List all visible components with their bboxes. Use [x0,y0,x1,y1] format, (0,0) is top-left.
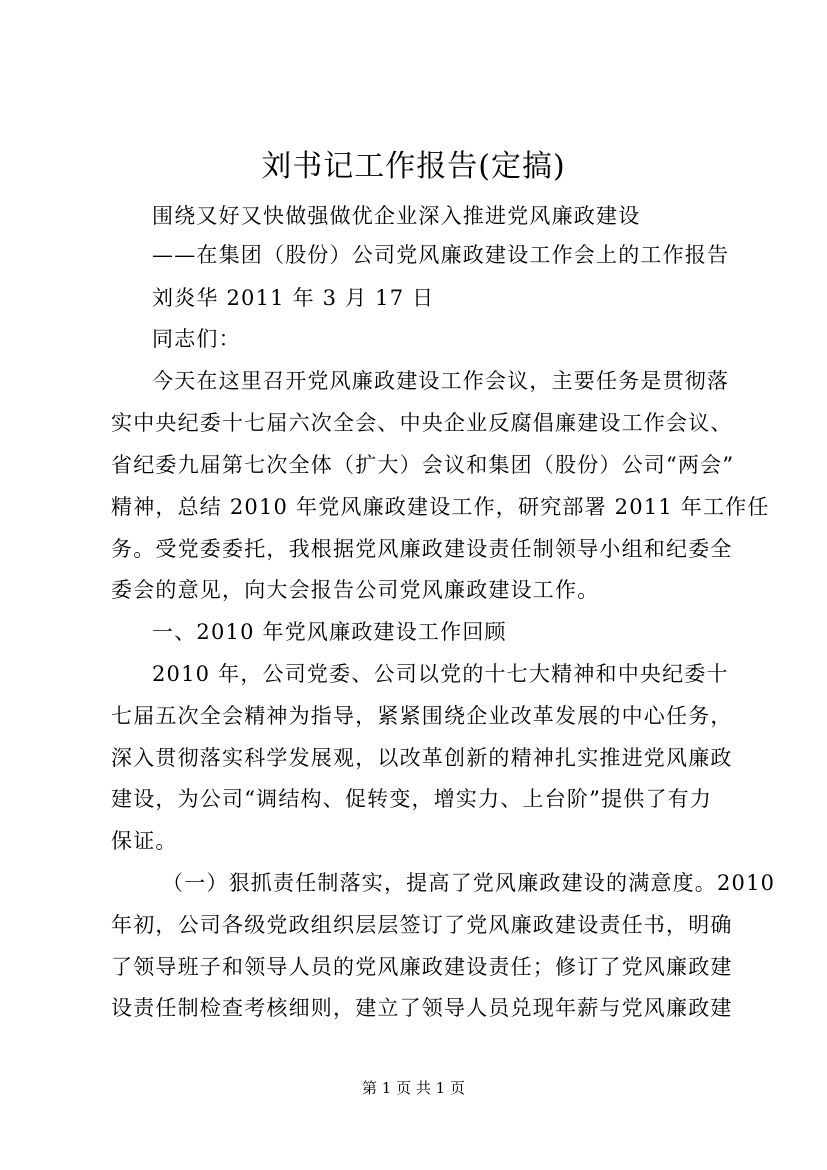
document-title: 刘书记工作报告(定搞) [261,149,566,184]
paragraph-line: （一）狠抓责任制落实，提高了党风廉政建设的满意度。2010 [162,871,776,895]
paragraph-line: 设责任制检查考核细则，建立了领导人员兑现年薪与党风廉政建 [111,996,733,1020]
document-subtitle: 围绕又好又快做强做优企业深入推进党风廉政建设 [152,204,641,228]
section-heading: 一、2010 年党风廉政建设工作回顾 [152,620,507,644]
paragraph-line: 保证。 [111,829,178,853]
paragraph-line: 2010 年，公司党委、公司以党的十七大精神和中央纪委十 [152,662,729,686]
paragraph-line: 年初，公司各级党政组织层层签订了党风廉政建设责任书，明确 [111,913,733,937]
paragraph-line: 今天在这里召开党风廉政建设工作会议，主要任务是贯彻落 [152,369,730,393]
paragraph-line: 务。受党委委托，我根据党风廉政建设责任制领导小组和纪委全 [111,537,733,561]
paragraph-line: 七届五次全会精神为指导，紧紧围绕企业改革发展的中心任务， [111,704,733,728]
document-subheading: ——在集团（股份）公司党风廉政建设工作会上的工作报告 [152,243,730,267]
page-footer: 第 1 页 共 1 页 [362,1079,465,1097]
paragraph-line: 了领导班子和领导人员的党风廉政建设责任；修订了党风廉政建 [111,955,733,979]
paragraph-line: 建设，为公司“调结构、促转变，增实力、上台阶”提供了有力 [111,787,713,811]
paragraph-line: 委会的意见，向大会报告公司党风廉政建设工作。 [111,578,600,602]
document-byline: 刘炎华 2011 年 3 月 17 日 [152,286,435,310]
paragraph-line: 省纪委九届第七次全体（扩大）会议和集团（股份）公司“两会” [111,453,735,477]
paragraph-line: 精神，总结 2010 年党风廉政建设工作，研究部署 2011 年工作任 [111,495,770,519]
salutation: 同志们： [152,327,241,351]
paragraph-line: 深入贯彻落实科学发展观，以改革创新的精神扎实推进党风廉政 [111,746,733,770]
paragraph-line: 实中央纪委十七届六次全会、中央企业反腐倡廉建设工作会议、 [111,411,733,435]
